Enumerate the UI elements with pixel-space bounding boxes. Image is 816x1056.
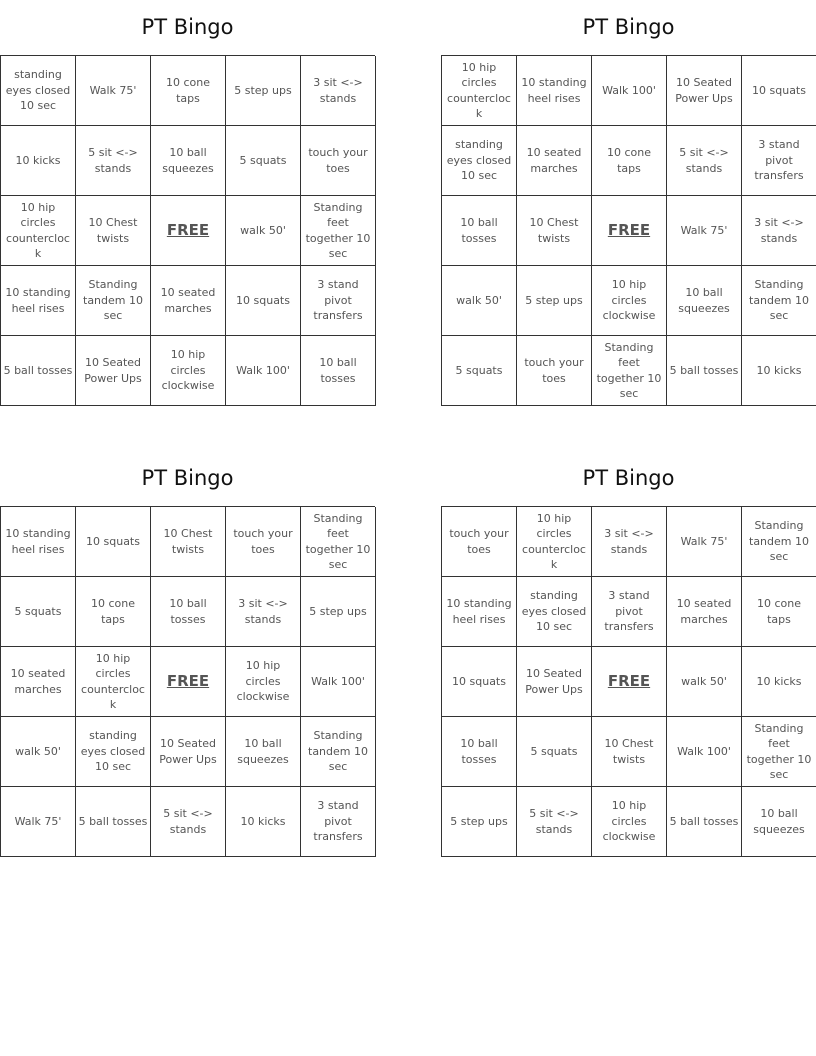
bingo-cell: 10 ball squeezes — [151, 126, 226, 196]
bingo-cell: touch your toes — [442, 507, 517, 577]
bingo-cell: Walk 75' — [667, 196, 742, 266]
bingo-cell: 10 kicks — [742, 336, 816, 406]
bingo-cell: 10 standing heel rises — [1, 507, 76, 577]
bingo-cell: 10 squats — [76, 507, 151, 577]
card-title: PT Bingo — [582, 466, 675, 490]
bingo-cell: 10 Chest twists — [76, 196, 151, 266]
bingo-cell: 10 ball squeezes — [742, 787, 816, 857]
bingo-cell: 3 sit <-> stands — [742, 196, 816, 266]
bingo-cell: 10 ball squeezes — [226, 717, 301, 787]
bingo-card-2 — [441, 0, 816, 406]
bingo-cell: 3 sit <-> stands — [301, 56, 376, 126]
bingo-cell: 10 hip circles counterclock — [517, 507, 592, 577]
bingo-cell: Walk 100' — [667, 717, 742, 787]
free-space-cell: FREE — [592, 196, 667, 266]
bingo-grid — [0, 55, 375, 406]
bingo-cell: touch your toes — [301, 126, 376, 196]
bingo-cell: Standing tandem 10 sec — [76, 266, 151, 336]
bingo-cell: 10 cone taps — [592, 126, 667, 196]
bingo-cell: 10 Seated Power Ups — [667, 56, 742, 126]
bingo-cell: walk 50' — [667, 647, 742, 717]
bingo-cell: 10 cone taps — [742, 577, 816, 647]
bingo-cell: Standing tandem 10 sec — [742, 266, 816, 336]
bingo-cell: 10 hip circles counterclock — [76, 647, 151, 717]
bingo-cell: 10 Seated Power Ups — [151, 717, 226, 787]
bingo-cell: Standing feet together 10 sec — [301, 507, 376, 577]
bingo-cell: 10 seated marches — [1, 647, 76, 717]
bingo-cell: 3 sit <-> stands — [226, 577, 301, 647]
bingo-cell: Walk 100' — [301, 647, 376, 717]
card-title: PT Bingo — [141, 466, 234, 490]
bingo-cell: 10 kicks — [226, 787, 301, 857]
bingo-cell: touch your toes — [226, 507, 301, 577]
bingo-cell: 10 squats — [226, 266, 301, 336]
bingo-cell: 10 seated marches — [151, 266, 226, 336]
bingo-cell: 5 sit <-> stands — [76, 126, 151, 196]
bingo-cell: 5 ball tosses — [1, 336, 76, 406]
bingo-cell: 10 hip circles counterclock — [1, 196, 76, 266]
bingo-cell: Walk 100' — [592, 56, 667, 126]
bingo-cell: 10 standing heel rises — [1, 266, 76, 336]
bingo-cell: walk 50' — [1, 717, 76, 787]
bingo-cell: 10 hip circles clockwise — [151, 336, 226, 406]
bingo-cell: walk 50' — [226, 196, 301, 266]
bingo-grid — [441, 506, 816, 857]
bingo-grid — [0, 506, 375, 857]
bingo-cell: 3 stand pivot transfers — [301, 787, 376, 857]
bingo-cell: 10 ball tosses — [442, 717, 517, 787]
bingo-cell: 3 sit <-> stands — [592, 507, 667, 577]
free-space-cell: FREE — [151, 196, 226, 266]
bingo-cell: 5 ball tosses — [76, 787, 151, 857]
bingo-cell: 5 squats — [517, 717, 592, 787]
card-title: PT Bingo — [582, 15, 675, 39]
bingo-cell: 3 stand pivot transfers — [301, 266, 376, 336]
bingo-cell: 5 sit <-> stands — [667, 126, 742, 196]
bingo-cell: 5 step ups — [301, 577, 376, 647]
bingo-cell: 5 ball tosses — [667, 787, 742, 857]
bingo-cell: 10 Seated Power Ups — [517, 647, 592, 717]
bingo-card-3 — [0, 451, 375, 857]
bingo-cell: 5 step ups — [226, 56, 301, 126]
bingo-cell: 10 ball tosses — [301, 336, 376, 406]
bingo-cell: Walk 75' — [667, 507, 742, 577]
free-space-cell: FREE — [592, 647, 667, 717]
bingo-cell: touch your toes — [517, 336, 592, 406]
bingo-cell: standing eyes closed 10 sec — [1, 56, 76, 126]
bingo-cell: 10 standing heel rises — [517, 56, 592, 126]
bingo-cell: walk 50' — [442, 266, 517, 336]
bingo-cell: 5 step ups — [442, 787, 517, 857]
bingo-cell: 5 squats — [442, 336, 517, 406]
free-space-cell: FREE — [151, 647, 226, 717]
card-title: PT Bingo — [141, 15, 234, 39]
bingo-cell: 10 Seated Power Ups — [76, 336, 151, 406]
bingo-cell: 10 seated marches — [517, 126, 592, 196]
bingo-cell: 10 hip circles clockwise — [592, 787, 667, 857]
bingo-cell: 5 sit <-> stands — [151, 787, 226, 857]
bingo-cell: 10 Chest twists — [592, 717, 667, 787]
bingo-cell: 10 kicks — [742, 647, 816, 717]
bingo-cell: Walk 75' — [76, 56, 151, 126]
bingo-cell: 10 hip circles clockwise — [226, 647, 301, 717]
bingo-cell: 10 ball tosses — [151, 577, 226, 647]
bingo-cell: 5 ball tosses — [667, 336, 742, 406]
bingo-cell: Walk 75' — [1, 787, 76, 857]
bingo-cell: 10 hip circles counterclock — [442, 56, 517, 126]
bingo-cell: 10 cone taps — [151, 56, 226, 126]
bingo-grid — [441, 55, 816, 406]
bingo-cell: 5 squats — [1, 577, 76, 647]
bingo-cell: 5 sit <-> stands — [517, 787, 592, 857]
bingo-card-4 — [441, 451, 816, 857]
bingo-cell: standing eyes closed 10 sec — [76, 717, 151, 787]
bingo-cell: 3 stand pivot transfers — [592, 577, 667, 647]
bingo-cell: 10 Chest twists — [151, 507, 226, 577]
bingo-cell: 10 seated marches — [667, 577, 742, 647]
bingo-card-1 — [0, 0, 375, 406]
bingo-cell: 5 squats — [226, 126, 301, 196]
bingo-cell: 10 Chest twists — [517, 196, 592, 266]
bingo-cell: 5 step ups — [517, 266, 592, 336]
bingo-cell: Standing feet together 10 sec — [742, 717, 816, 787]
bingo-cell: 10 standing heel rises — [442, 577, 517, 647]
bingo-cell: 10 ball squeezes — [667, 266, 742, 336]
bingo-cell: 10 hip circles clockwise — [592, 266, 667, 336]
bingo-cell: 10 kicks — [1, 126, 76, 196]
bingo-cell: 10 squats — [442, 647, 517, 717]
bingo-cell: 10 ball tosses — [442, 196, 517, 266]
bingo-cell: standing eyes closed 10 sec — [442, 126, 517, 196]
bingo-cell: 3 stand pivot transfers — [742, 126, 816, 196]
bingo-cell: Standing feet together 10 sec — [301, 196, 376, 266]
bingo-cell: Standing tandem 10 sec — [742, 507, 816, 577]
bingo-cell: standing eyes closed 10 sec — [517, 577, 592, 647]
bingo-cell: Walk 100' — [226, 336, 301, 406]
bingo-cell: 10 cone taps — [76, 577, 151, 647]
bingo-cell: Standing feet together 10 sec — [592, 336, 667, 406]
bingo-cell: Standing tandem 10 sec — [301, 717, 376, 787]
bingo-cell: 10 squats — [742, 56, 816, 126]
